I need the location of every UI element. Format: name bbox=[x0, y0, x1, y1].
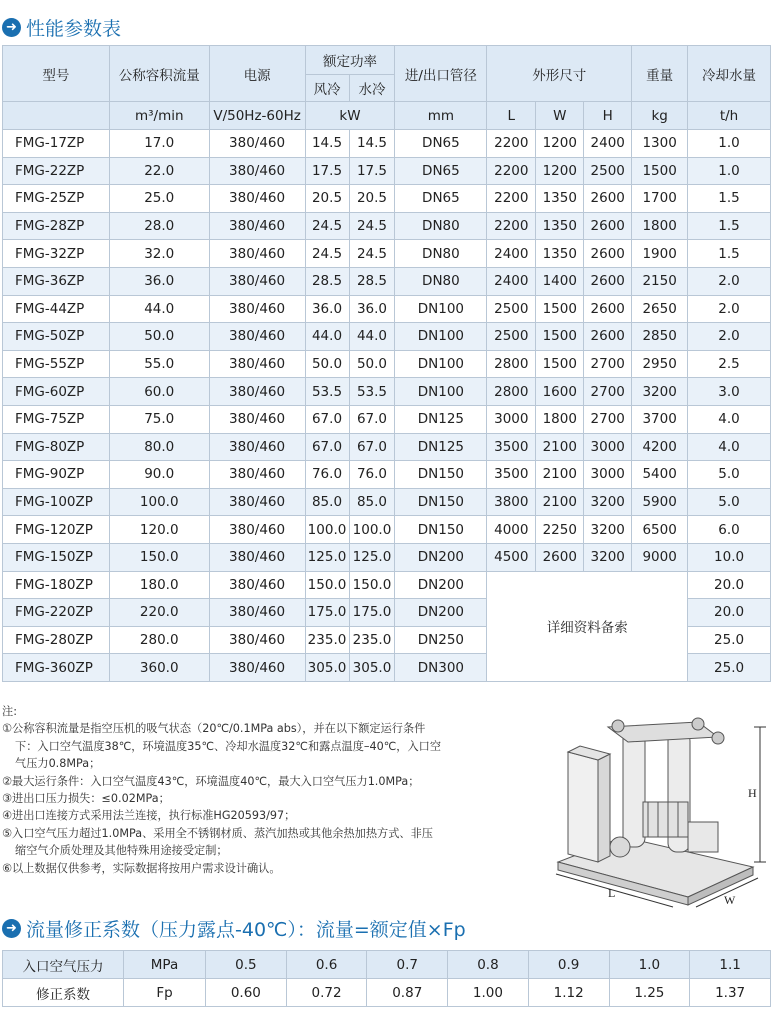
table-cell: DN125 bbox=[395, 433, 487, 461]
table-cell: 2.0 bbox=[688, 267, 771, 295]
table-cell: 5.0 bbox=[688, 461, 771, 489]
table-cell: 3200 bbox=[584, 488, 632, 516]
model-cell: FMG-28ZP bbox=[3, 212, 110, 240]
table-cell: 36.0 bbox=[109, 267, 209, 295]
table-cell: 380/460 bbox=[209, 599, 305, 627]
unit-power: kW bbox=[305, 102, 395, 130]
table-cell: 2200 bbox=[487, 212, 536, 240]
table-cell: 3000 bbox=[487, 405, 536, 433]
pressure-label: 入口空气压力 bbox=[3, 951, 124, 979]
note-6: ⑥以上数据仅供参考，实际数据将按用户需求设计确认。 bbox=[2, 861, 281, 875]
table-cell: 380/460 bbox=[209, 405, 305, 433]
table-cell: 2500 bbox=[584, 157, 632, 185]
table-cell: 150.0 bbox=[109, 543, 209, 571]
spec-title-text: 性能参数表 bbox=[26, 18, 122, 40]
table-cell: 4.0 bbox=[688, 433, 771, 461]
table-cell: 36.0 bbox=[305, 295, 349, 323]
table-cell: 120.0 bbox=[109, 516, 209, 544]
table-cell: 175.0 bbox=[349, 599, 395, 627]
table-cell: 2800 bbox=[487, 350, 536, 378]
table-cell: DN80 bbox=[395, 267, 487, 295]
table-cell: 1.5 bbox=[688, 185, 771, 213]
table-cell: 380/460 bbox=[209, 516, 305, 544]
model-cell: FMG-60ZP bbox=[3, 378, 110, 406]
table-cell: 2600 bbox=[584, 323, 632, 351]
model-cell: FMG-280ZP bbox=[3, 626, 110, 654]
header-pipe: 进/出口管径 bbox=[395, 46, 487, 102]
table-cell: 9000 bbox=[632, 543, 688, 571]
model-cell: FMG-75ZP bbox=[3, 405, 110, 433]
table-cell: 20.5 bbox=[349, 185, 395, 213]
note-1-cont2: 气压力0.8MPa； bbox=[15, 757, 101, 771]
model-cell: FMG-150ZP bbox=[3, 543, 110, 571]
table-row bbox=[3, 461, 771, 489]
correction-title-text: 流量修正系数（压力露点-40℃）：流量=额定值×Fp bbox=[26, 919, 466, 941]
table-cell: 2850 bbox=[632, 323, 688, 351]
table-cell: 100.0 bbox=[349, 516, 395, 544]
model-cell: FMG-80ZP bbox=[3, 433, 110, 461]
table-cell: 17.0 bbox=[109, 130, 209, 158]
unit-height: H bbox=[584, 102, 632, 130]
table-cell: DN150 bbox=[395, 461, 487, 489]
table-cell: 2400 bbox=[487, 267, 536, 295]
table-cell: DN100 bbox=[395, 323, 487, 351]
table-cell: 5400 bbox=[632, 461, 688, 489]
table-cell: 2.0 bbox=[688, 323, 771, 351]
table-cell: DN150 bbox=[395, 488, 487, 516]
table-cell: 25.0 bbox=[688, 626, 771, 654]
table-cell: DN100 bbox=[395, 378, 487, 406]
table-cell: 17.5 bbox=[349, 157, 395, 185]
table-cell: 44.0 bbox=[349, 323, 395, 351]
table-cell: 380/460 bbox=[209, 157, 305, 185]
table-cell: 305.0 bbox=[349, 654, 395, 682]
diagram-label-h: H bbox=[748, 786, 757, 800]
table-cell: 2250 bbox=[536, 516, 584, 544]
table-cell: 380/460 bbox=[209, 378, 305, 406]
table-cell: 5900 bbox=[632, 488, 688, 516]
table-cell: 50.0 bbox=[349, 350, 395, 378]
table-cell: 80.0 bbox=[109, 433, 209, 461]
table-cell: 20.5 bbox=[305, 185, 349, 213]
table-cell: 67.0 bbox=[349, 433, 395, 461]
table-cell: 90.0 bbox=[109, 461, 209, 489]
table-cell: 20.0 bbox=[688, 571, 771, 599]
table-cell: DN65 bbox=[395, 157, 487, 185]
table-cell: 1600 bbox=[536, 378, 584, 406]
note-1: ①公称容积流量是指空压机的吸气状态（20℃/0.1MPa abs），并在以下额定运行条件 bbox=[2, 722, 426, 736]
table-row bbox=[3, 378, 771, 406]
table-row bbox=[3, 488, 771, 516]
header-flow: 公称容积流量 bbox=[109, 46, 209, 102]
table-cell: 3000 bbox=[584, 433, 632, 461]
table-cell: 1.5 bbox=[688, 240, 771, 268]
table-cell: 10.0 bbox=[688, 543, 771, 571]
table-cell: 380/460 bbox=[209, 461, 305, 489]
pressure-value: 0.8 bbox=[448, 951, 529, 979]
table-cell: 2100 bbox=[536, 461, 584, 489]
table-cell: 1350 bbox=[536, 212, 584, 240]
table-cell: DN200 bbox=[395, 543, 487, 571]
header-air-cooled: 风冷 bbox=[305, 75, 349, 102]
table-cell: 76.0 bbox=[305, 461, 349, 489]
table-row bbox=[3, 295, 771, 323]
table-cell: 2800 bbox=[487, 378, 536, 406]
table-cell: 3200 bbox=[584, 516, 632, 544]
table-cell: 3.0 bbox=[688, 378, 771, 406]
table-row bbox=[3, 267, 771, 295]
table-cell: 3800 bbox=[487, 488, 536, 516]
table-row bbox=[3, 323, 771, 351]
table-cell: DN65 bbox=[395, 185, 487, 213]
note-4: ④进出口连接方式采用法兰连接，执行标准HG20593/97； bbox=[2, 809, 296, 823]
table-cell: 67.0 bbox=[305, 433, 349, 461]
table-cell: DN200 bbox=[395, 571, 487, 599]
table-cell: 60.0 bbox=[109, 378, 209, 406]
notes-block bbox=[2, 703, 522, 877]
model-cell: FMG-120ZP bbox=[3, 516, 110, 544]
table-cell: 6500 bbox=[632, 516, 688, 544]
table-cell: 2600 bbox=[536, 543, 584, 571]
table-cell: 380/460 bbox=[209, 240, 305, 268]
table-cell: 2200 bbox=[487, 185, 536, 213]
pressure-value: 1.1 bbox=[690, 951, 771, 979]
pressure-unit: MPa bbox=[124, 951, 206, 979]
note-1-cont: 下：入口空气温度38℃，环境温度35℃、冷却水温度32℃和露点温度–40℃，入口空 bbox=[15, 739, 442, 753]
model-cell: FMG-32ZP bbox=[3, 240, 110, 268]
table-cell: 180.0 bbox=[109, 571, 209, 599]
table-cell: 100.0 bbox=[305, 516, 349, 544]
table-cell: 4500 bbox=[487, 543, 536, 571]
spec-section-title bbox=[2, 14, 121, 41]
table-cell: 2600 bbox=[584, 240, 632, 268]
note-2: ②最大运行条件：入口空气温度43℃，环境温度40℃，最大入口空气压力1.0MPa； bbox=[2, 774, 420, 788]
note-5-cont: 缩空气介质处理及其他特殊用途接受定制； bbox=[15, 844, 228, 858]
model-cell: FMG-22ZP bbox=[3, 157, 110, 185]
table-cell: 24.5 bbox=[349, 212, 395, 240]
table-cell: 2700 bbox=[584, 405, 632, 433]
model-cell: FMG-180ZP bbox=[3, 571, 110, 599]
table-cell: 28.5 bbox=[305, 267, 349, 295]
table-cell: 125.0 bbox=[349, 543, 395, 571]
table-cell: 44.0 bbox=[109, 295, 209, 323]
table-cell: DN125 bbox=[395, 405, 487, 433]
unit-model-blank bbox=[3, 102, 110, 130]
table-cell: 32.0 bbox=[109, 240, 209, 268]
header-cooling-water: 冷却水量 bbox=[688, 46, 771, 102]
table-cell: DN65 bbox=[395, 130, 487, 158]
arrow-right-icon: ➜ bbox=[2, 18, 21, 37]
table-cell: DN300 bbox=[395, 654, 487, 682]
model-cell: FMG-36ZP bbox=[3, 267, 110, 295]
table-cell: 50.0 bbox=[109, 323, 209, 351]
header-model: 型号 bbox=[3, 46, 110, 102]
model-cell: FMG-90ZP bbox=[3, 461, 110, 489]
table-row bbox=[3, 433, 771, 461]
table-cell: 55.0 bbox=[109, 350, 209, 378]
table-cell: 220.0 bbox=[109, 599, 209, 627]
table-cell: 3500 bbox=[487, 433, 536, 461]
dryer-machine-diagram bbox=[548, 702, 770, 912]
factor-value: 1.12 bbox=[528, 979, 609, 1007]
table-cell: 1900 bbox=[632, 240, 688, 268]
note-5: ⑤入口空气压力超过1.0MPa、采用全不锈钢材质、蒸汽加热或其他余热加热方式、非压 bbox=[2, 826, 433, 840]
table-cell: 22.0 bbox=[109, 157, 209, 185]
unit-pipe: mm bbox=[395, 102, 487, 130]
table-cell: 53.5 bbox=[305, 378, 349, 406]
factor-label: 修正系数 bbox=[3, 979, 124, 1007]
table-cell: 2600 bbox=[584, 185, 632, 213]
table-cell: 380/460 bbox=[209, 295, 305, 323]
unit-flow: m³/min bbox=[109, 102, 209, 130]
factor-value: 1.25 bbox=[609, 979, 690, 1007]
table-cell: 150.0 bbox=[349, 571, 395, 599]
table-cell: 2650 bbox=[632, 295, 688, 323]
table-cell: DN80 bbox=[395, 212, 487, 240]
table-cell: 2400 bbox=[584, 130, 632, 158]
table-cell: 4.0 bbox=[688, 405, 771, 433]
table-cell: 1350 bbox=[536, 240, 584, 268]
model-cell: FMG-25ZP bbox=[3, 185, 110, 213]
table-cell: 1500 bbox=[536, 350, 584, 378]
table-cell: DN200 bbox=[395, 599, 487, 627]
table-cell: 1.0 bbox=[688, 157, 771, 185]
table-row bbox=[3, 405, 771, 433]
note-3: ③进出口压力损失：≤0.02MPa； bbox=[2, 792, 170, 806]
table-cell: 2600 bbox=[584, 267, 632, 295]
table-cell: 53.5 bbox=[349, 378, 395, 406]
table-cell: 1200 bbox=[536, 130, 584, 158]
table-cell: 125.0 bbox=[305, 543, 349, 571]
unit-water: t/h bbox=[688, 102, 771, 130]
table-cell: 380/460 bbox=[209, 571, 305, 599]
table-cell: DN100 bbox=[395, 350, 487, 378]
table-cell: 25.0 bbox=[688, 654, 771, 682]
table-cell: 380/460 bbox=[209, 130, 305, 158]
table-cell: 235.0 bbox=[349, 626, 395, 654]
factor-value: 0.72 bbox=[286, 979, 367, 1007]
table-cell: 28.0 bbox=[109, 212, 209, 240]
unit-power-supply: V/50Hz-60Hz bbox=[209, 102, 305, 130]
unit-width: W bbox=[536, 102, 584, 130]
table-cell: 6.0 bbox=[688, 516, 771, 544]
table-cell: 1350 bbox=[536, 185, 584, 213]
table-cell: 1800 bbox=[632, 212, 688, 240]
table-cell: DN250 bbox=[395, 626, 487, 654]
table-cell: 305.0 bbox=[305, 654, 349, 682]
table-cell: 1200 bbox=[536, 157, 584, 185]
correction-section-title bbox=[2, 915, 466, 942]
table-cell: 2600 bbox=[584, 295, 632, 323]
model-cell: FMG-55ZP bbox=[3, 350, 110, 378]
table-cell: 2100 bbox=[536, 488, 584, 516]
table-cell: 67.0 bbox=[305, 405, 349, 433]
table-cell: 175.0 bbox=[305, 599, 349, 627]
table-cell: 2700 bbox=[584, 378, 632, 406]
table-cell: 2200 bbox=[487, 130, 536, 158]
table-cell: 2150 bbox=[632, 267, 688, 295]
table-cell: 67.0 bbox=[349, 405, 395, 433]
table-cell: 2200 bbox=[487, 157, 536, 185]
table-cell: 24.5 bbox=[349, 240, 395, 268]
table-cell: 1.5 bbox=[688, 212, 771, 240]
notes-label: 注: bbox=[2, 705, 17, 718]
table-row bbox=[3, 130, 771, 158]
table-cell: 2100 bbox=[536, 433, 584, 461]
table-cell: 1700 bbox=[632, 185, 688, 213]
table-row bbox=[3, 240, 771, 268]
table-row bbox=[3, 516, 771, 544]
unit-weight: kg bbox=[632, 102, 688, 130]
table-cell: 1500 bbox=[536, 295, 584, 323]
header-water-cooled: 水冷 bbox=[349, 75, 395, 102]
table-cell: DN80 bbox=[395, 240, 487, 268]
table-cell: 380/460 bbox=[209, 185, 305, 213]
factor-value: 0.60 bbox=[206, 979, 287, 1007]
table-cell: 36.0 bbox=[349, 295, 395, 323]
table-cell: 360.0 bbox=[109, 654, 209, 682]
model-cell: FMG-17ZP bbox=[3, 130, 110, 158]
table-cell: 235.0 bbox=[305, 626, 349, 654]
details-on-request-cell: 详细资料备索 bbox=[487, 571, 688, 681]
table-cell: 44.0 bbox=[305, 323, 349, 351]
table-cell: 3500 bbox=[487, 461, 536, 489]
table-cell: 380/460 bbox=[209, 654, 305, 682]
table-cell: 280.0 bbox=[109, 626, 209, 654]
model-cell: FMG-220ZP bbox=[3, 599, 110, 627]
table-cell: 4000 bbox=[487, 516, 536, 544]
diagram-label-w: W bbox=[724, 893, 736, 907]
arrow-right-icon: ➜ bbox=[2, 919, 21, 938]
table-cell: 28.5 bbox=[349, 267, 395, 295]
header-dimensions: 外形尺寸 bbox=[487, 46, 632, 102]
table-row bbox=[3, 157, 771, 185]
table-cell: 2400 bbox=[487, 240, 536, 268]
factor-unit: Fp bbox=[124, 979, 206, 1007]
table-cell: 2.5 bbox=[688, 350, 771, 378]
table-cell: 85.0 bbox=[349, 488, 395, 516]
table-cell: 20.0 bbox=[688, 599, 771, 627]
table-cell: DN100 bbox=[395, 295, 487, 323]
table-cell: 380/460 bbox=[209, 543, 305, 571]
table-cell: 1400 bbox=[536, 267, 584, 295]
table-cell: 3000 bbox=[584, 461, 632, 489]
table-cell: 76.0 bbox=[349, 461, 395, 489]
model-cell: FMG-50ZP bbox=[3, 323, 110, 351]
table-cell: 2950 bbox=[632, 350, 688, 378]
diagram-label-l: L bbox=[608, 886, 616, 900]
table-cell: 380/460 bbox=[209, 350, 305, 378]
table-cell: 1500 bbox=[536, 323, 584, 351]
table-cell: 3700 bbox=[632, 405, 688, 433]
factor-row bbox=[3, 979, 771, 1007]
factor-value: 0.87 bbox=[367, 979, 448, 1007]
header-rated-power: 额定功率 bbox=[305, 46, 395, 75]
pressure-row bbox=[3, 951, 771, 979]
unit-length: L bbox=[487, 102, 536, 130]
pressure-value: 0.7 bbox=[367, 951, 448, 979]
table-cell: 2500 bbox=[487, 295, 536, 323]
table-cell: 380/460 bbox=[209, 488, 305, 516]
table-cell: 17.5 bbox=[305, 157, 349, 185]
table-cell: 2.0 bbox=[688, 295, 771, 323]
table-cell: 380/460 bbox=[209, 626, 305, 654]
table-cell: 2700 bbox=[584, 350, 632, 378]
table-cell: 4200 bbox=[632, 433, 688, 461]
table-cell: 150.0 bbox=[305, 571, 349, 599]
table-cell: 14.5 bbox=[305, 130, 349, 158]
table-cell: 25.0 bbox=[109, 185, 209, 213]
table-cell: 14.5 bbox=[349, 130, 395, 158]
table-cell: 3200 bbox=[584, 543, 632, 571]
table-cell: 100.0 bbox=[109, 488, 209, 516]
table-row bbox=[3, 571, 771, 599]
model-cell: FMG-44ZP bbox=[3, 295, 110, 323]
table-cell: 380/460 bbox=[209, 433, 305, 461]
model-cell: FMG-100ZP bbox=[3, 488, 110, 516]
table-cell: 24.5 bbox=[305, 212, 349, 240]
header-power-supply: 电源 bbox=[209, 46, 305, 102]
table-cell: 1500 bbox=[632, 157, 688, 185]
table-cell: 2500 bbox=[487, 323, 536, 351]
table-cell: 380/460 bbox=[209, 267, 305, 295]
table-row bbox=[3, 350, 771, 378]
factor-value: 1.00 bbox=[448, 979, 529, 1007]
table-cell: 50.0 bbox=[305, 350, 349, 378]
table-cell: DN150 bbox=[395, 516, 487, 544]
table-cell: 1.0 bbox=[688, 130, 771, 158]
table-row bbox=[3, 185, 771, 213]
table-cell: 380/460 bbox=[209, 212, 305, 240]
table-cell: 75.0 bbox=[109, 405, 209, 433]
pressure-value: 0.5 bbox=[206, 951, 287, 979]
table-row bbox=[3, 543, 771, 571]
header-weight: 重量 bbox=[632, 46, 688, 102]
table-cell: 3200 bbox=[632, 378, 688, 406]
table-cell: 1800 bbox=[536, 405, 584, 433]
pressure-value: 1.0 bbox=[609, 951, 690, 979]
table-cell: 380/460 bbox=[209, 323, 305, 351]
table-cell: 1300 bbox=[632, 130, 688, 158]
table-row bbox=[3, 212, 771, 240]
table-cell: 5.0 bbox=[688, 488, 771, 516]
correction-table bbox=[2, 950, 771, 1007]
factor-value: 1.37 bbox=[690, 979, 771, 1007]
table-cell: 2600 bbox=[584, 212, 632, 240]
table-cell: 85.0 bbox=[305, 488, 349, 516]
pressure-value: 0.6 bbox=[286, 951, 367, 979]
spec-table bbox=[2, 45, 771, 682]
table-cell: 24.5 bbox=[305, 240, 349, 268]
pressure-value: 0.9 bbox=[528, 951, 609, 979]
model-cell: FMG-360ZP bbox=[3, 654, 110, 682]
